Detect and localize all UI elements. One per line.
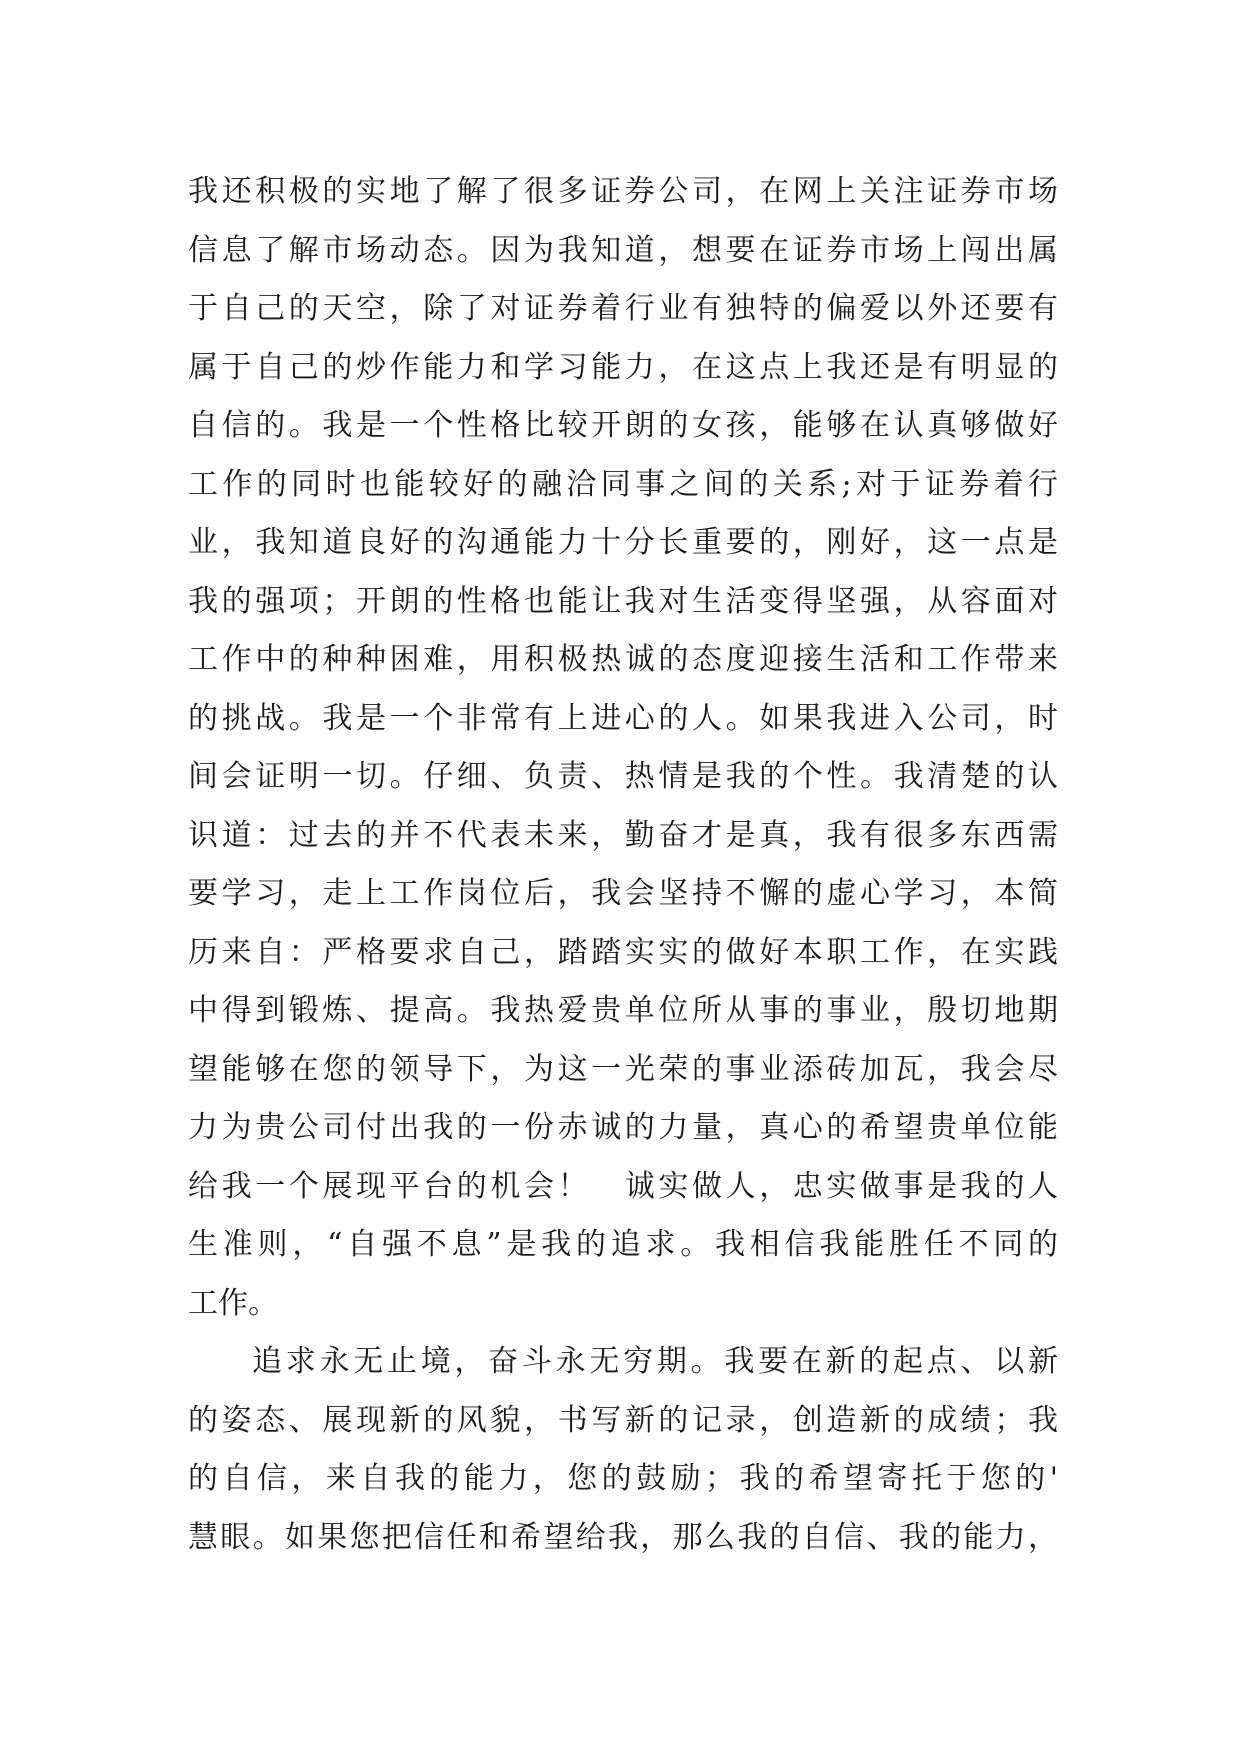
text-line: 给我一个展现平台的机会！ 诚实做人，忠实做事是我的人: [188, 1168, 1058, 1204]
text-line: 生准则，“自强不息”是我的追求。我相信我能胜任不同的: [188, 1227, 1058, 1262]
text-line: 要学习，走上工作岗位后，我会坚持不懈的虚心学习，本简: [188, 876, 1058, 911]
text-line: 业，我知道良好的沟通能力十分长重要的，刚好，这一点是: [188, 525, 1058, 560]
text-line: 工作中的种种困难，用积极热诚的态度迎接生活和工作带来: [188, 642, 1058, 677]
text-line: 的自信，来自我的能力，您的鼓励；我的希望寄托于您的': [188, 1461, 1058, 1496]
body-text: [188, 163, 1058, 1567]
text-line: 我的强项；开朗的性格也能让我对生活变得坚强，从容面对: [188, 583, 1058, 619]
text-line: 力为贵公司付出我的一份赤诚的力量，真心的希望贵单位能: [188, 1110, 1058, 1145]
text-line: 慧眼。如果您把信任和希望给我，那么我的自信、我的能力，: [188, 1519, 1058, 1555]
text-line: 自信的。我是一个性格比较开朗的女孩，能够在认真够做好: [188, 408, 1058, 443]
text-line: 的挑战。我是一个非常有上进心的人。如果我进入公司，时: [188, 700, 1058, 736]
text-line: 信息了解市场动态。因为我知道，想要在证券市场上闯出属: [188, 232, 1058, 268]
text-line: 的姿态、展现新的风貌，书写新的记录，创造新的成绩；我: [188, 1402, 1058, 1438]
text-line: 于自己的天空，除了对证券着行业有独特的偏爱以外还要有: [188, 291, 1058, 326]
text-line: 望能够在您的领导下，为这一光荣的事业添砖加瓦，我会尽: [188, 1051, 1058, 1087]
text-line: 工作的同时也能较好的融洽同事之间的关系;对于证券着行: [188, 466, 1058, 502]
text-line: 间会证明一切。仔细、负责、热情是我的个性。我清楚的认: [188, 759, 1058, 794]
text-line: 工作。: [188, 1285, 278, 1321]
text-line: 追求永无止境，奋斗永无穷期。我要在新的起点、以新: [252, 1344, 1058, 1379]
text-line: 识道：过去的并不代表未来，勤奋才是真，我有很多东西需: [188, 817, 1058, 853]
text-line: 中得到锻炼、提高。我热爱贵单位所从事的事业，殷切地期: [188, 993, 1058, 1028]
text-line: 属于自己的炒作能力和学习能力，在这点上我还是有明显的: [188, 349, 1058, 385]
text-line: 历来自：严格要求自己，踏踏实实的做好本职工作，在实践: [188, 934, 1058, 970]
text-line: 我还积极的实地了解了很多证券公司，在网上关注证券市场: [188, 174, 1058, 209]
